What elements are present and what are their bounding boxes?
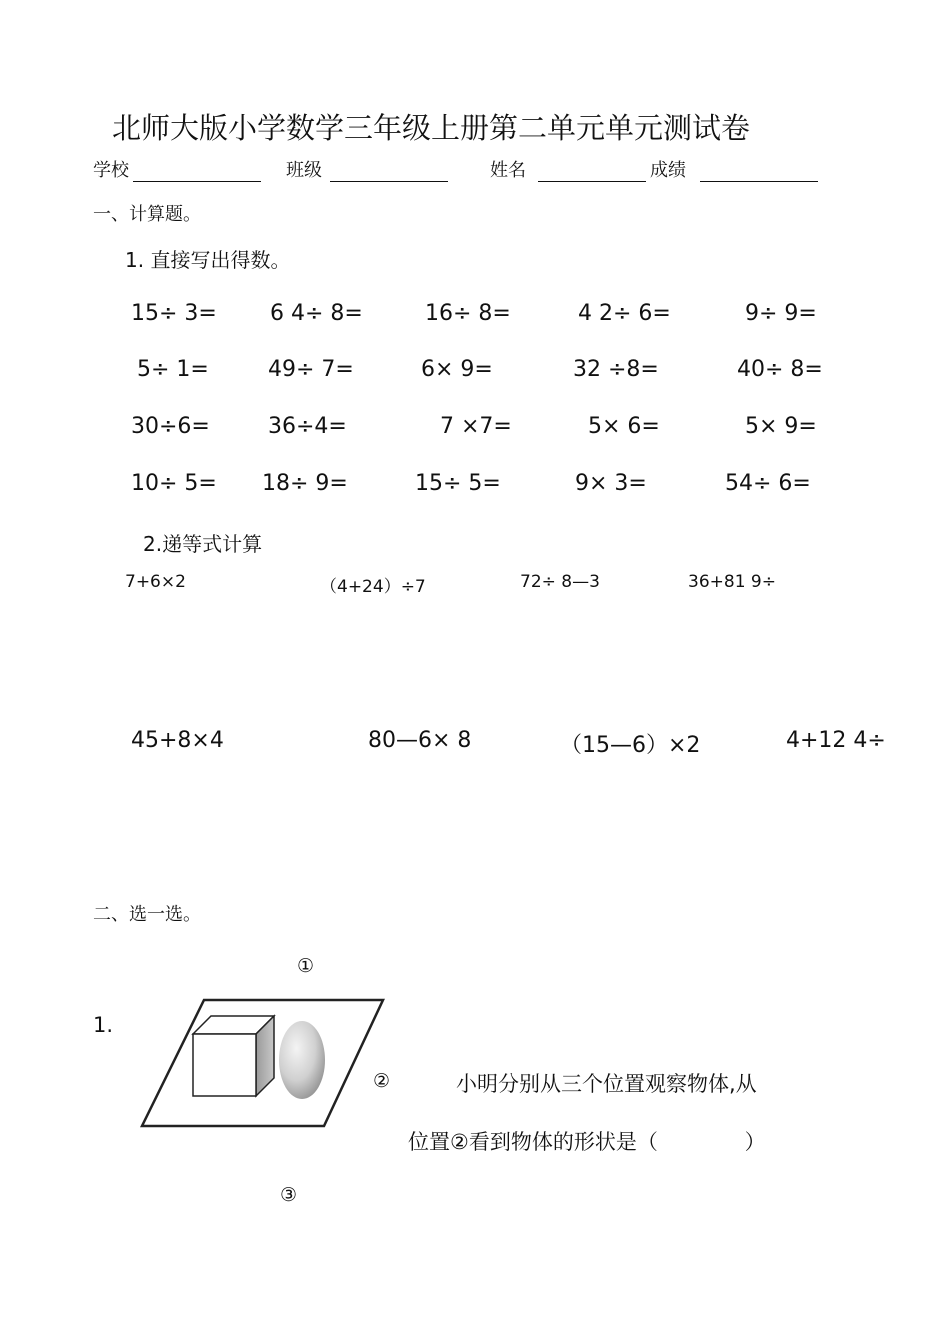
calc-item: 40÷ 8=: [737, 357, 823, 382]
calc-item: 5× 9=: [745, 414, 817, 439]
class-field: [286, 156, 448, 182]
calc-item: 15÷ 5=: [415, 471, 501, 496]
calc-item: 10÷ 5=: [131, 471, 217, 496]
calc-item: 5× 6=: [588, 414, 660, 439]
step-calc-item: （15—6）×2: [560, 733, 701, 758]
step-calc-item: 72÷ 8—3: [520, 572, 600, 592]
cube-front-face: [193, 1034, 256, 1096]
section-2-heading: 二、选一选。: [93, 904, 201, 925]
calc-item: 36÷4=: [268, 414, 347, 439]
calc-item: 32 ÷8=: [573, 357, 659, 382]
calc-item: 9× 3=: [575, 471, 647, 496]
calc-item: 6 4÷ 8=: [270, 301, 363, 326]
observation-figure: [138, 996, 391, 1130]
sphere: [279, 1021, 325, 1099]
question-2-label: 2.递等式计算: [143, 532, 263, 556]
score-label: 成绩: [650, 160, 686, 181]
step-calc-item: 7+6×2: [125, 572, 186, 592]
name-label: 姓名: [490, 160, 526, 181]
step-calc-item: （4+24）÷7: [320, 577, 426, 597]
calc-item: 49÷ 7=: [268, 357, 354, 382]
school-label: 学校: [93, 160, 129, 181]
calc-item: 4 2÷ 6=: [578, 301, 671, 326]
calc-item: 16÷ 8=: [425, 301, 511, 326]
class-label: 班级: [286, 160, 322, 181]
class-blank[interactable]: [330, 163, 448, 182]
name-blank[interactable]: [538, 163, 646, 182]
calc-item: 18÷ 9=: [262, 471, 348, 496]
score-field: [650, 156, 818, 182]
position-2-marker: ②: [373, 1070, 391, 1092]
calc-item: 30÷6=: [131, 414, 210, 439]
calc-item: 6× 9=: [421, 357, 493, 382]
question-number: 1.: [93, 1013, 114, 1037]
step-calc-item: 4+12 4÷: [786, 728, 886, 753]
question-text-line-1: 小明分别从三个位置观察物体,从: [456, 1072, 757, 1096]
step-calc-item: 45+8×4: [131, 728, 224, 753]
page-title: 北师大版小学数学三年级上册第二单元单元测试卷: [112, 111, 751, 145]
name-field: [490, 156, 646, 182]
calc-item: 54÷ 6=: [725, 471, 811, 496]
question-text-line-2: 位置②看到物体的形状是（ ）: [408, 1130, 766, 1154]
school-field: [93, 156, 261, 182]
position-3-marker: ③: [280, 1184, 298, 1206]
score-blank[interactable]: [700, 163, 818, 182]
question-1-label: 1. 直接写出得数。: [125, 248, 291, 272]
step-calc-item: 36+81 9÷: [688, 572, 776, 592]
section-1-heading: 一、计算题。: [93, 204, 201, 225]
position-1-marker: ①: [297, 955, 315, 977]
calc-item: 7 ×7=: [440, 414, 512, 439]
calc-item: 5÷ 1=: [137, 357, 209, 382]
school-blank[interactable]: [133, 163, 261, 182]
calc-item: 15÷ 3=: [131, 301, 217, 326]
calc-item: 9÷ 9=: [745, 301, 817, 326]
step-calc-item: 80—6× 8: [368, 728, 472, 753]
